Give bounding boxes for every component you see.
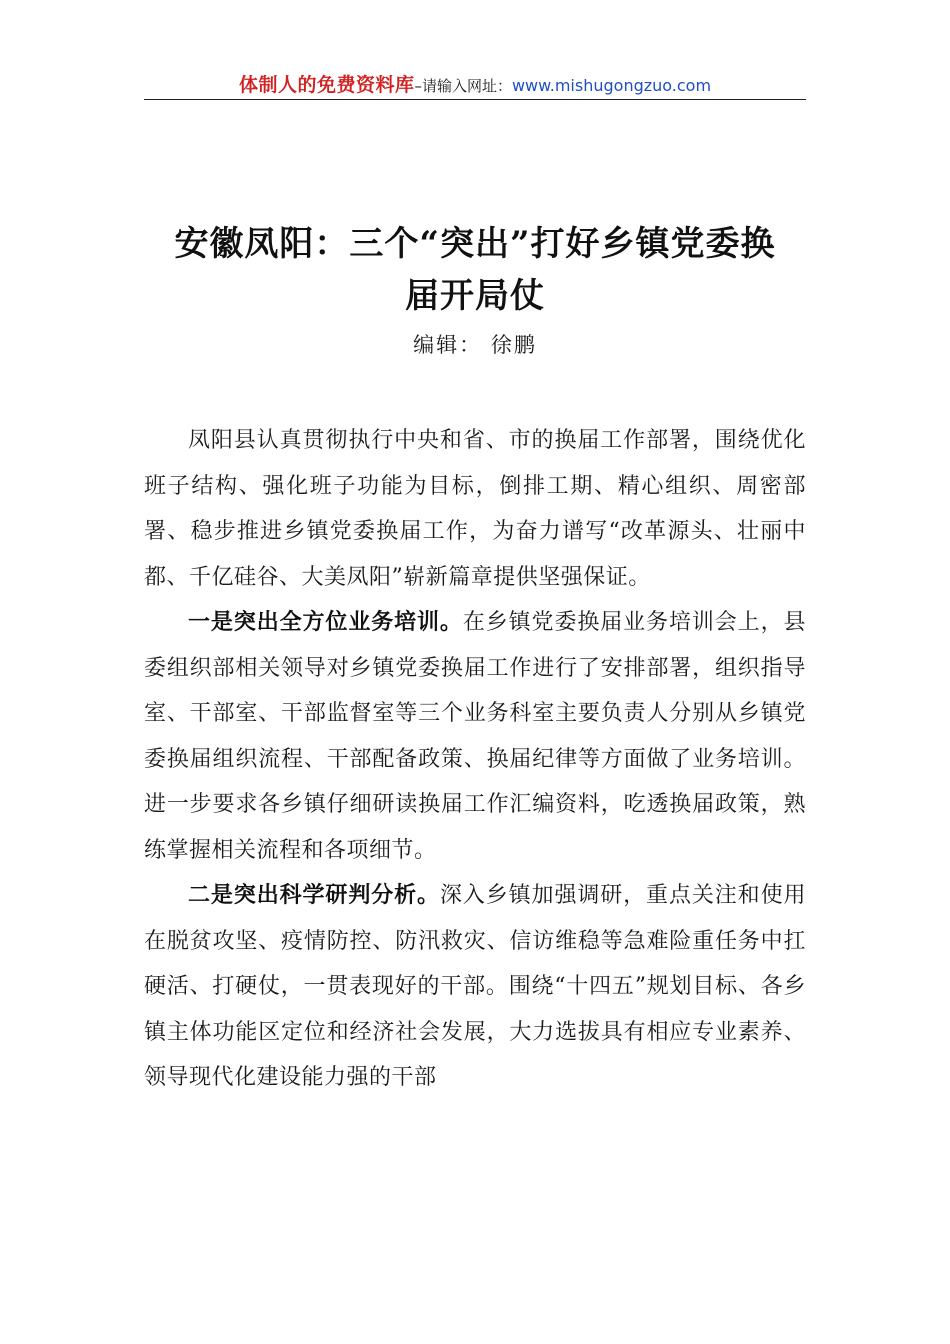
article-title-line-1: 安徽凤阳：三个“突出”打好乡镇党委换 [174,224,776,264]
article-body [144,418,806,1101]
article-title-line-2: 届开局仗 [405,276,545,316]
point-2-paragraph [144,873,806,1101]
point-2-heading: 二是突出科学研判分析。 [188,882,440,908]
header-url-link[interactable]: www.mishugongzuo.com [511,76,712,95]
point-1-text: 在乡镇党委换届业务培训会上，县委组织部相关领导对乡镇党委换届工作进行了安排部署，组织指导室、干部室、干部监督室等三个业务科室主要负责人分别从乡镇党委换届组织流程、干部配备政策、换届纪律等方面做了业务培训。进一步要求各乡镇仔细研读换届工作汇编资料，吃透换届政策，熟练掌握相关流程和各项细节。 [144,610,806,863]
header-divider [144,99,806,100]
point-1-heading: 一是突出全方位业务培训。 [188,609,463,635]
article-editor: 编辑： 徐鹏 [413,333,537,357]
point-1-paragraph [144,600,806,873]
header-brand: 体制人的免费资料库 [238,74,415,96]
point-2-text: 深入乡镇加强调研，重点关注和使用在脱贫攻坚、疫情防控、防汛救灾、信访维稳等急难险重任务中扛硬活、打硬仗，一贯表现好的干部。围绕“十四五”规划目标、各乡镇主体功能区定位和经济社会发展，大力选拔具有相应专业素养、领导现代化建设能力强的干部 [144,883,806,1090]
page-header [144,70,806,100]
header-separator: –请输入网址： [414,77,512,95]
article-title [144,218,806,322]
intro-paragraph: 凤阳县认真贯彻执行中央和省、市的换届工作部署，围绕优化班子结构、强化班子功能为目标，倒排工期、精心组织、周密部署、稳步推进乡镇党委换届工作，为奋力谱写“改革源头、壮丽中都、千亿硅谷、大美凤阳”崭新篇章提供坚强保证。 [144,428,806,590]
